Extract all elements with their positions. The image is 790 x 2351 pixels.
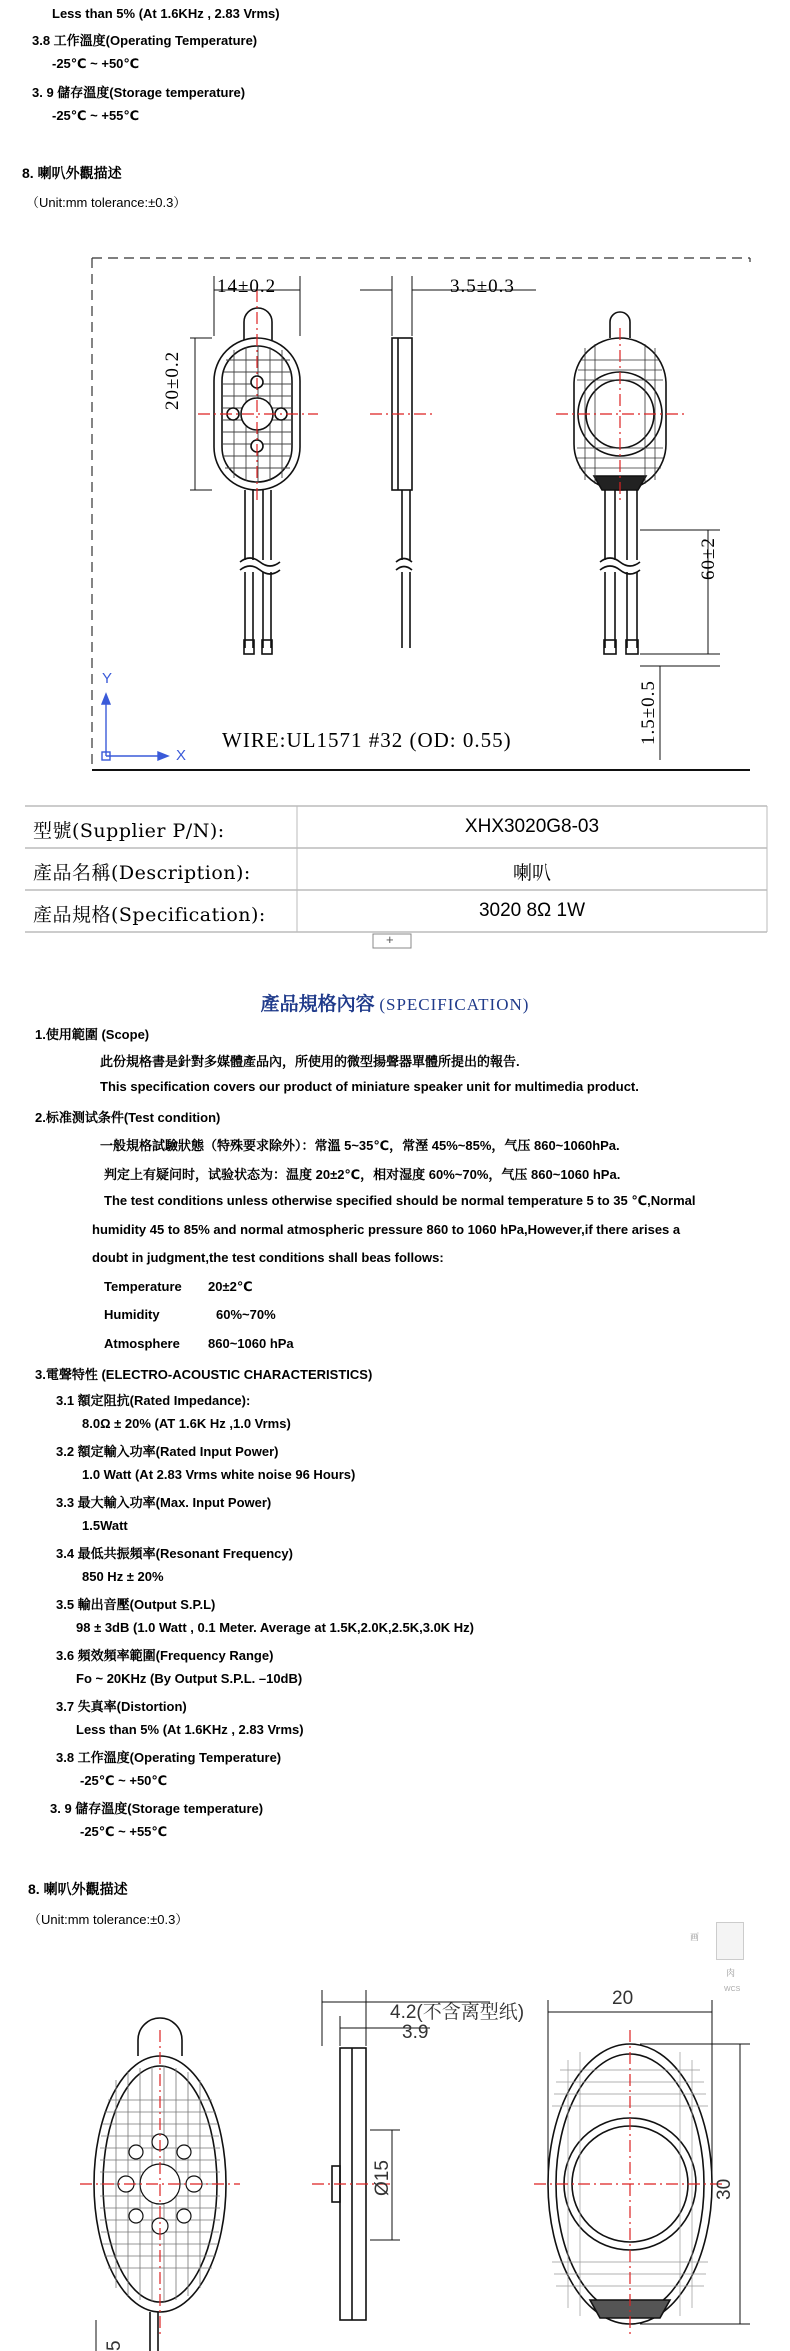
table-row-part-number — [25, 806, 767, 848]
s36-title: 3.6 頻效頻率範圍(Frequency Range) — [56, 1648, 274, 1663]
dim-total-label: 4.2(不含离型纸) — [390, 2002, 525, 2023]
s37-title: 3.7 失真率(Distortion) — [56, 1699, 187, 1714]
widget-small-label: WCS — [724, 1986, 741, 1993]
dim-thick-label: 3.9 — [402, 2022, 429, 2043]
section8a-unit: （Unit:mm tolerance:±0.3） — [26, 195, 187, 210]
s2-en1: The test conditions unless otherwise specified should be normal temperature 5 to 35 ℃,Normal — [104, 1193, 696, 1208]
table-row-description — [25, 848, 767, 890]
s32-value: 1.0 Watt (At 2.83 Vrms white noise 96 Hours) — [82, 1467, 356, 1482]
s2-zh2: 判定上有疑问时，试验状态为：温度 20±2℃，相对湿度 60%~70%，气压 860~1060 hPa. — [104, 1167, 621, 1182]
s34-value: 850 Hz ± 20% — [82, 1569, 164, 1584]
table-row-specification — [25, 890, 767, 932]
s35-value: 98 ± 3dB (1.0 Watt , 0.1 Meter. Average at 1.5K,2.0K,2.5K,3.0K Hz) — [76, 1620, 475, 1635]
dim-thickness-label: 3.5±0.3 — [450, 276, 515, 297]
axis-y-label: Y — [102, 670, 113, 687]
dim-width-label: 14±0.2 — [217, 276, 277, 297]
cond-atm-value: 860~1060 hPa — [208, 1336, 294, 1351]
s33-value: 1.5Watt — [82, 1518, 128, 1533]
s1-zh: 此份規格書是針對多媒體產品內，所使用的微型揚聲器單體所提出的報告. — [100, 1054, 520, 1069]
s33-title: 3.3 最大輸入功率(Max. Input Power) — [56, 1495, 272, 1510]
s32-title: 3.2 額定輸入功率(Rated Input Power) — [56, 1444, 279, 1459]
distortion-value-top: Less than 5% (At 1.6KHz , 2.83 Vrms) — [52, 6, 280, 21]
section8a-title: 8. 喇叭外觀描述 — [22, 165, 122, 181]
s39-title: 3. 9 儲存溫度(Storage temperature) — [50, 1801, 264, 1816]
spec-title-zh: 產品規格內容 — [260, 994, 375, 1015]
s37-value: Less than 5% (At 1.6KHz , 2.83 Vrms) — [76, 1722, 304, 1737]
st-temp-title-top: 3. 9 儲存溫度(Storage temperature) — [32, 85, 246, 100]
widget-right-char: 肉 — [726, 1968, 736, 1978]
table-add-row-icon[interactable]: + — [386, 932, 394, 947]
cell-label: 型號(Supplier P/N): — [33, 820, 225, 842]
s3-title: 3.電聲特性 (ELECTRO-ACOUSTIC CHARACTERISTICS) — [35, 1367, 373, 1382]
cell-value: 3020 8Ω 1W — [478, 900, 586, 921]
widget-left-char: 画 — [690, 1932, 700, 1942]
s38-value: -25℃ ~ +50℃ — [80, 1773, 168, 1788]
section8b-title: 8. 喇叭外觀描述 — [28, 1881, 128, 1897]
axis-x-label: X — [176, 747, 187, 764]
dim-diam-label: Ø15 — [372, 2160, 393, 2196]
cell-value: 喇叭 — [512, 863, 551, 884]
s38-title: 3.8 工作溫度(Operating Temperature) — [56, 1750, 282, 1765]
dim-width2-label: 20 — [612, 1988, 634, 2009]
dim-strip-label: 1.5±0.5 — [638, 680, 659, 745]
s2-en3: doubt in judgment,the test conditions shall beas follows: — [92, 1250, 444, 1265]
s35-title: 3.5 輸出音壓(Output S.P.L) — [56, 1597, 216, 1612]
cond-hum-label: Humidity — [104, 1307, 160, 1322]
st-temp-value-top: -25℃ ~ +55℃ — [52, 108, 140, 123]
cell-label: 產品名稱(Description): — [33, 862, 251, 884]
cond-temp-label: Temperature — [104, 1279, 182, 1294]
s31-value: 8.0Ω ± 20% (AT 1.6K Hz ,1.0 Vrms) — [82, 1416, 291, 1431]
cond-temp-value: 20±2℃ — [208, 1279, 253, 1294]
cond-hum-value: 60%~70% — [216, 1307, 276, 1322]
section8b-unit: （Unit:mm tolerance:±0.3） — [28, 1912, 189, 1927]
op-temp-value-top: -25℃ ~ +50℃ — [52, 56, 140, 71]
s39-value: -25℃ ~ +55℃ — [80, 1824, 168, 1839]
dim-wire2-label: 5 — [104, 2340, 125, 2351]
spec-title-latin: (SPECIFICATION) — [379, 995, 530, 1014]
s2-title: 2.标准测试条件(Test condition) — [35, 1110, 221, 1125]
spec-title — [0, 989, 790, 1016]
op-temp-title-top: 3.8 工作溫度(Operating Temperature) — [32, 33, 258, 48]
dim-wire-label: 60±2 — [698, 537, 719, 580]
s1-en: This specification covers our product of miniature speaker unit for multimedia product. — [100, 1079, 639, 1094]
wire-note: WIRE:UL1571 #32 (OD: 0.55) — [222, 728, 512, 752]
s36-value: Fo ~ 20KHz (By Output S.P.L. –10dB) — [76, 1671, 303, 1686]
s31-title: 3.1 額定阻抗(Rated Impedance): — [56, 1393, 251, 1408]
dim-height-label: 20±0.2 — [162, 350, 183, 410]
cell-label: 產品規格(Specification): — [33, 904, 266, 926]
s1-title: 1.使用範圍 (Scope) — [35, 1027, 150, 1042]
dim-height2-label: 30 — [714, 2178, 735, 2200]
s2-zh1: 一般規格試驗狀態（特殊要求除外）：常溫 5~35℃，常溼 45%~85%，气压 860~1060hPa. — [100, 1138, 620, 1153]
cell-value: XHX3020G8-03 — [464, 816, 600, 837]
s2-en2: humidity 45 to 85% and normal atmospheric pressure 860 to 1060 hPa,However,if there arises a — [92, 1222, 681, 1237]
cond-atm-label: Atmosphere — [104, 1336, 180, 1351]
s34-title: 3.4 最低共振頻率(Resonant Frequency) — [56, 1546, 293, 1561]
